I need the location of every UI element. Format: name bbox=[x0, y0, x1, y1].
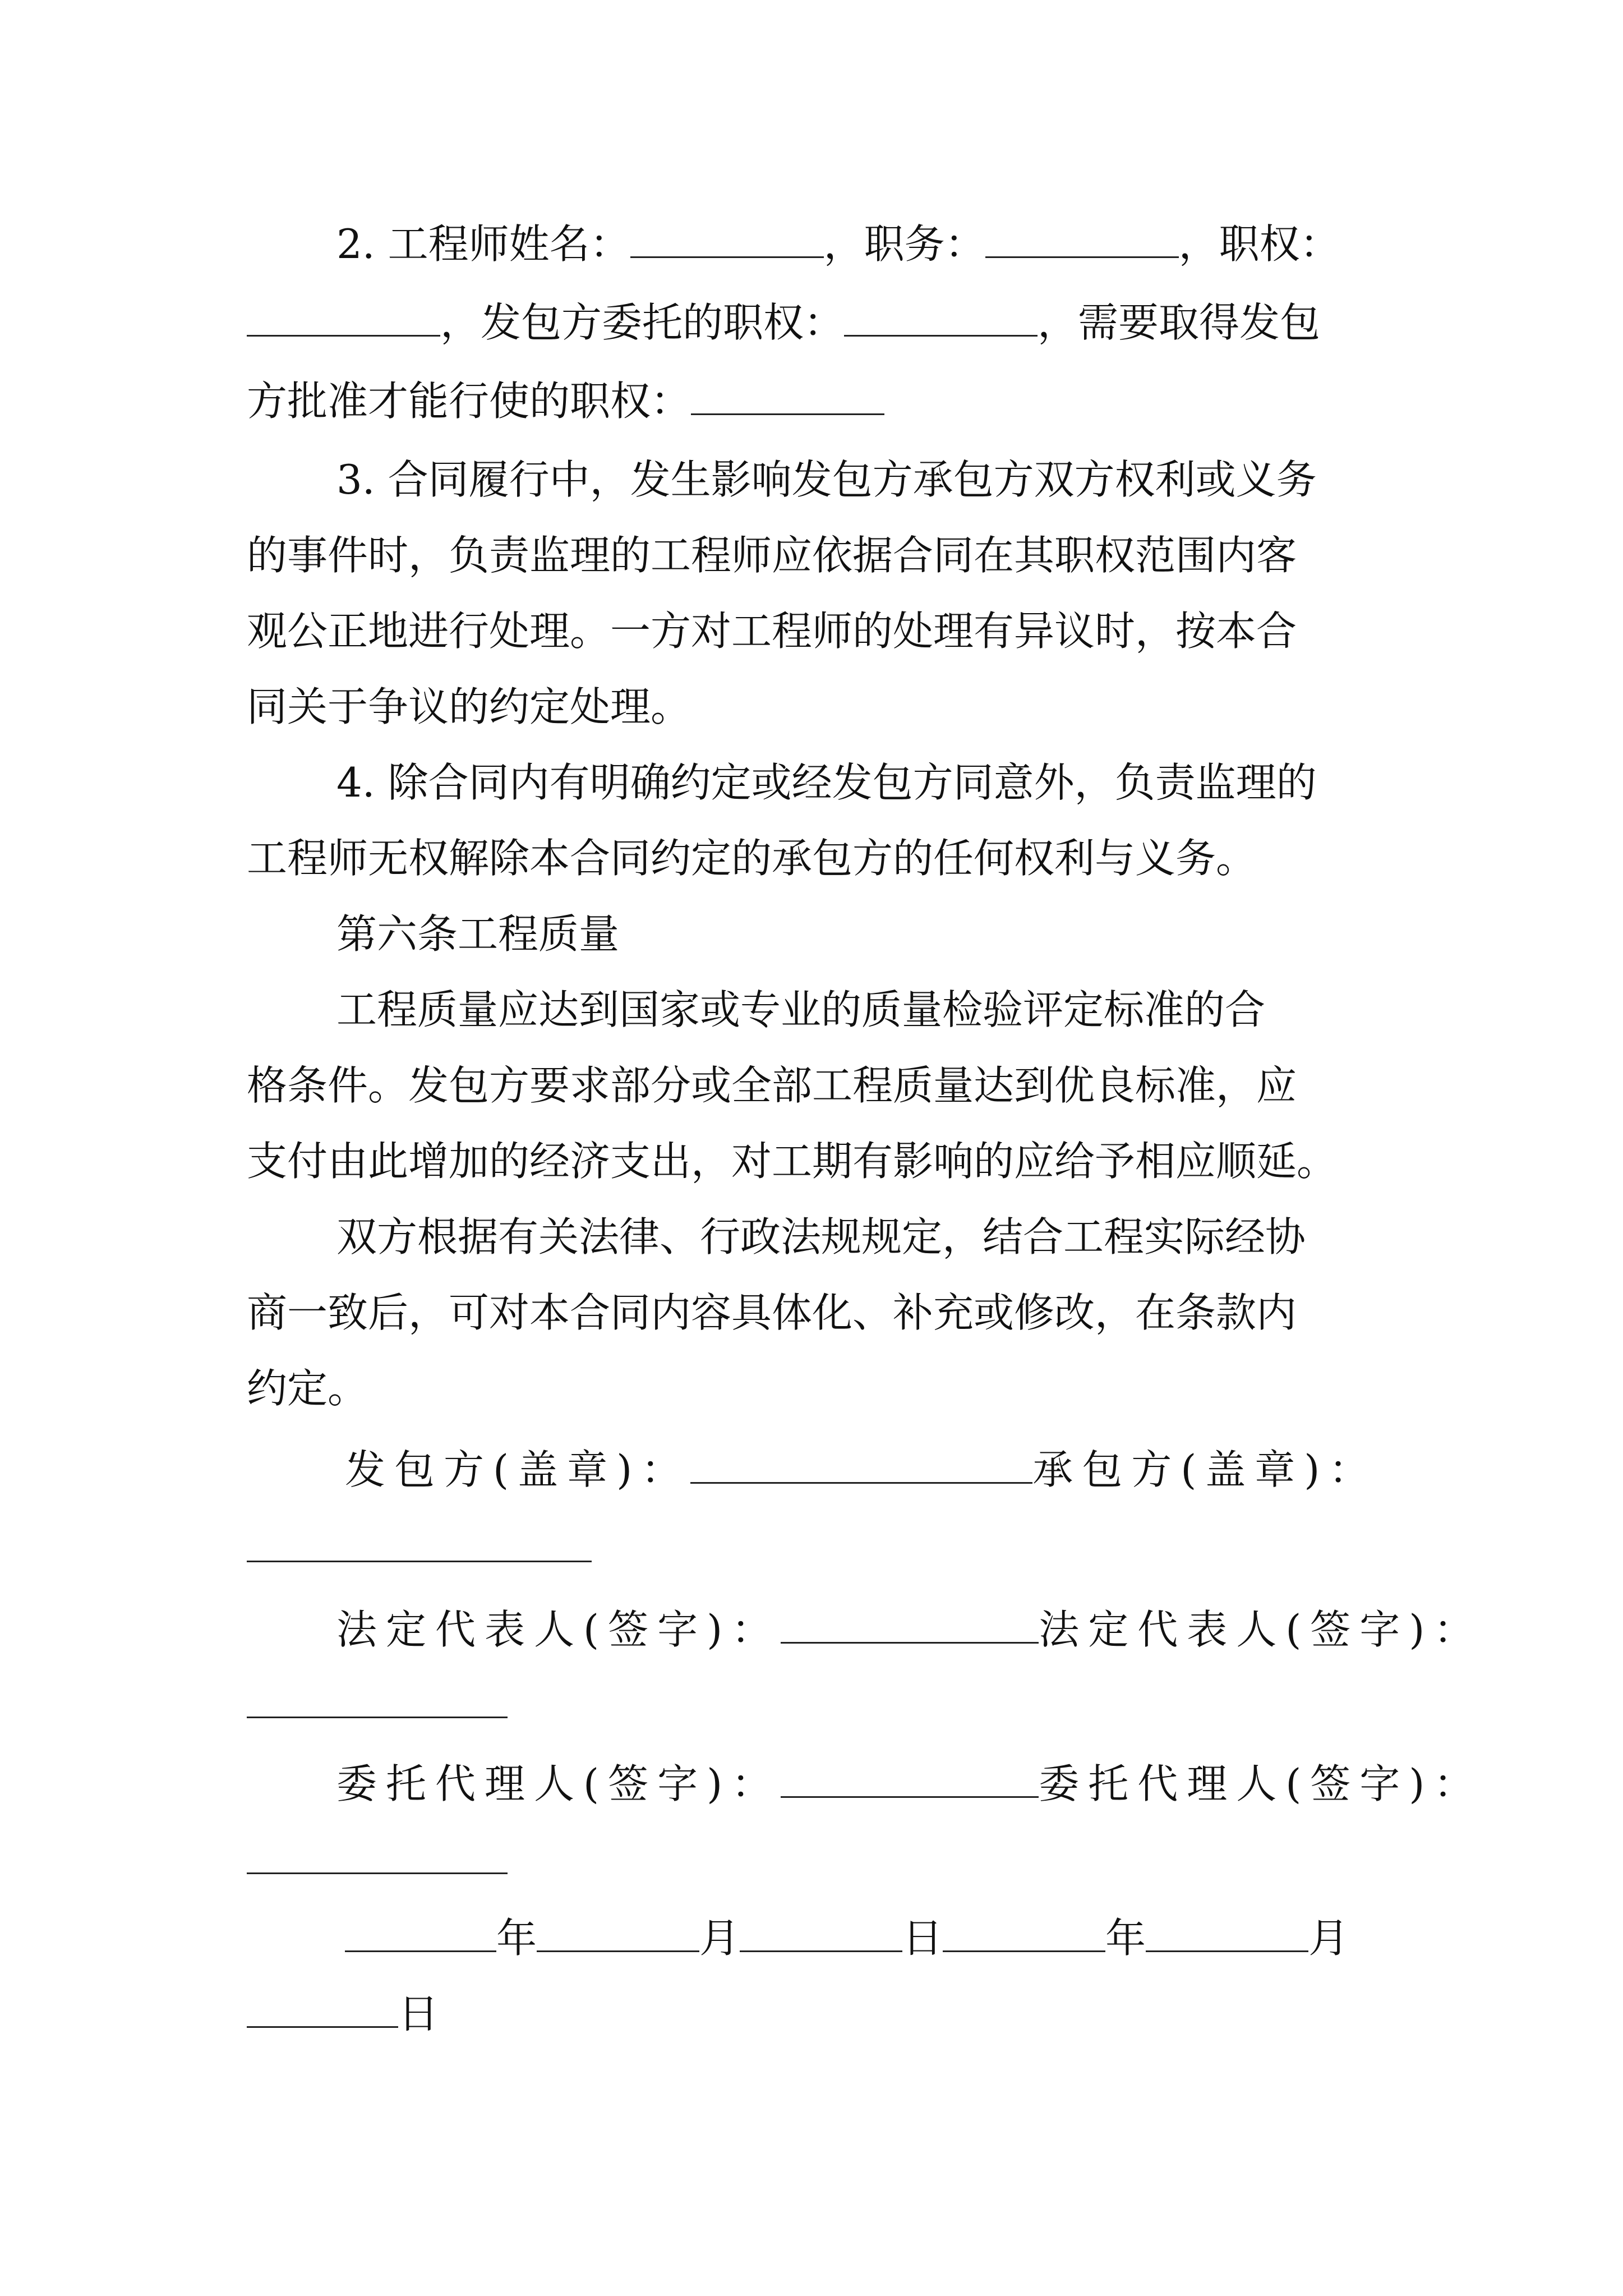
supplement-line1: 双方根据有关法律、行政法规规定，结合工程实际经协 bbox=[336, 1213, 1306, 1260]
year-1-label: 年 bbox=[496, 1915, 537, 1962]
entrusted-power-blank bbox=[844, 295, 1038, 337]
employer-seal-blank bbox=[690, 1442, 1032, 1484]
approval-needed-blank bbox=[691, 373, 884, 415]
clause3-line3: 观公正地进行处理。一方对工程师的处理有异议时，按本合 bbox=[247, 608, 1297, 655]
supplement-line3: 约定。 bbox=[247, 1365, 368, 1412]
contractor-seal-label: 承包方(盖章)： bbox=[1032, 1446, 1378, 1493]
clause4-line2: 工程师无权解除本合同约定的承包方的任何权利与义务。 bbox=[247, 835, 1257, 882]
clause2-line3 bbox=[247, 373, 884, 429]
legal-rep-1-blank bbox=[781, 1602, 1039, 1644]
legal-rep-line bbox=[336, 1602, 1483, 1658]
agent-line bbox=[336, 1756, 1483, 1812]
power-blank bbox=[247, 295, 440, 337]
entrusted-power-label: ，发包方委托的职权： bbox=[440, 299, 845, 346]
clause2-line1 bbox=[336, 216, 1340, 272]
day-1-blank bbox=[740, 1910, 902, 1952]
day-1-label: 日 bbox=[902, 1915, 943, 1962]
article6-line1: 工程质量应达到国家或专业的质量检验评定标准的合 bbox=[336, 986, 1266, 1033]
date-line bbox=[345, 1910, 1349, 1966]
clause2-line2 bbox=[247, 295, 1320, 351]
year-2-blank bbox=[943, 1910, 1105, 1952]
duty-label: ，职务： bbox=[823, 220, 985, 268]
month-2-label: 月 bbox=[1308, 1915, 1349, 1962]
year-1-blank bbox=[345, 1910, 496, 1952]
agent-1-label: 委托代理人(签字)： bbox=[336, 1760, 781, 1807]
seal-line bbox=[345, 1442, 1378, 1498]
contractor-seal-blank bbox=[247, 1561, 592, 1562]
article6-line2: 格条件。发包方要求部分或全部工程质量达到优良标准，应 bbox=[247, 1062, 1297, 1109]
duty-blank bbox=[985, 216, 1179, 258]
approval-needed-label-2: 方批准才能行使的职权： bbox=[247, 378, 691, 425]
legal-rep-2-blank bbox=[247, 1717, 508, 1718]
clause4-line1: 4. 除合同内有明确约定或经发包方同意外，负责监理的 bbox=[336, 759, 1317, 806]
day-2-label: 日 bbox=[398, 1990, 439, 2037]
year-2-label: 年 bbox=[1105, 1915, 1146, 1962]
engineer-name-blank bbox=[630, 216, 824, 258]
day-2-blank bbox=[247, 1986, 398, 2028]
month-2-blank bbox=[1146, 1910, 1308, 1952]
supplement-line2: 商一致后，可对本合同内容具体化、补充或修改，在条款内 bbox=[247, 1289, 1297, 1336]
month-1-blank bbox=[537, 1910, 699, 1952]
date-line-2 bbox=[247, 1986, 439, 2042]
power-label: ，职权： bbox=[1178, 220, 1340, 268]
agent-1-blank bbox=[781, 1756, 1039, 1798]
agent-2-label: 委托代理人(签字)： bbox=[1039, 1760, 1483, 1807]
clause3-line4: 同关于争议的约定处理。 bbox=[247, 683, 691, 730]
agent-2-blank bbox=[247, 1872, 508, 1874]
clause3-line1: 3. 合同履行中，发生影响发包方承包方双方权利或义务 bbox=[336, 456, 1317, 503]
clause3-line2: 的事件时，负责监理的工程师应依据合同在其职权范围内客 bbox=[247, 532, 1297, 579]
legal-rep-2-label: 法定代表人(签字)： bbox=[1039, 1606, 1483, 1653]
approval-needed-label: ，需要取得发包 bbox=[1038, 299, 1321, 346]
legal-rep-1-label: 法定代表人(签字)： bbox=[336, 1606, 781, 1653]
month-1-label: 月 bbox=[699, 1915, 740, 1962]
engineer-name-label: 2. 工程师姓名： bbox=[336, 220, 630, 268]
article6-line3: 支付由此增加的经济支出，对工期有影响的应给予相应顺延。 bbox=[247, 1138, 1338, 1185]
article6-heading: 第六条工程质量 bbox=[336, 910, 620, 958]
employer-seal-label: 发包方(盖章)： bbox=[345, 1446, 691, 1493]
